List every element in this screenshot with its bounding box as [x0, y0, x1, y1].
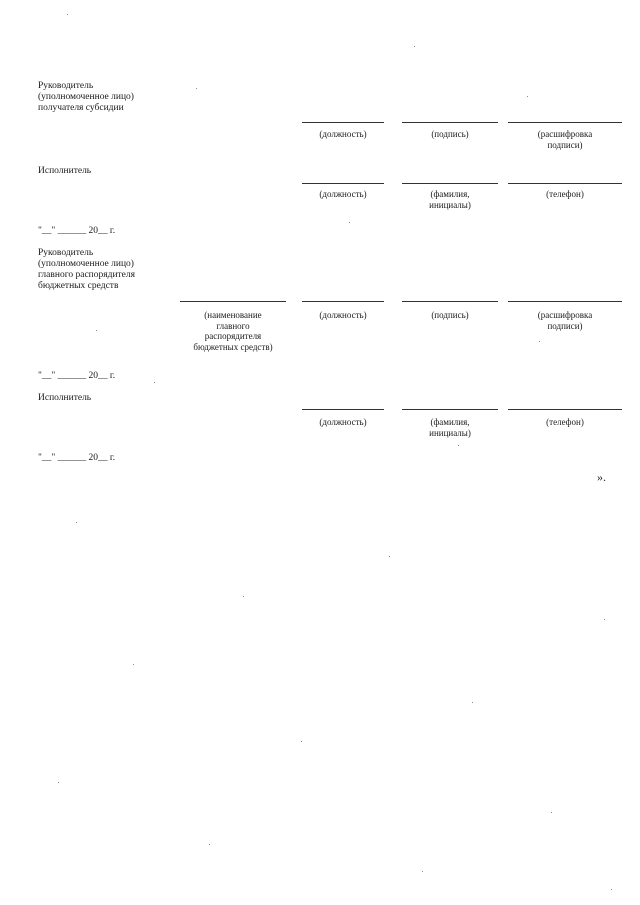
executor-line-name [402, 409, 498, 410]
label-phone: (телефон) [546, 189, 584, 199]
executor-line-phone [508, 183, 622, 184]
label-position: (должность) [319, 189, 367, 199]
admin-line-position [302, 301, 384, 302]
executor-title: Исполнитель [38, 166, 92, 176]
chief-administrator-head-title: Руководитель (уполномоченное лицо) главного распорядителя бюджетных средств [38, 248, 136, 291]
recipient-head-title: Руководитель (уполномоченное лицо) получателя субсидии [38, 81, 134, 113]
admin-line-name [180, 301, 286, 302]
label-administrator-name: (наименование главного распорядителя бюджетных средств) [193, 310, 273, 352]
label-position: (должность) [319, 417, 367, 427]
label-position: (должность) [319, 129, 367, 139]
label-position: (должность) [319, 310, 367, 320]
label-surname-initials: (фамилия, инициалы) [429, 417, 471, 438]
executor-title: Исполнитель [38, 393, 92, 403]
executor-line-phone [508, 409, 622, 410]
admin-line-signature [402, 301, 498, 302]
admin-line-decoding [508, 301, 622, 302]
signature-line-name [508, 122, 622, 123]
signature-line-position [302, 122, 384, 123]
label-signature-decoding: (расшифровка подписи) [537, 129, 593, 150]
label-signature: (подпись) [431, 310, 469, 320]
label-signature-decoding: (расшифровка подписи) [537, 310, 593, 331]
closing-quote-mark: ». [597, 470, 606, 484]
label-phone: (телефон) [546, 417, 584, 427]
executor-line-position [302, 409, 384, 410]
label-surname-initials: (фамилия, инициалы) [429, 189, 471, 210]
date-field: "__" ______ 20__ г. [38, 371, 116, 381]
executor-line-position [302, 183, 384, 184]
signature-line-signature [402, 122, 498, 123]
label-signature: (подпись) [431, 129, 469, 139]
date-field: "__" ______ 20__ г. [38, 453, 116, 463]
executor-line-name [402, 183, 498, 184]
date-field: "__" ______ 20__ г. [38, 226, 116, 236]
